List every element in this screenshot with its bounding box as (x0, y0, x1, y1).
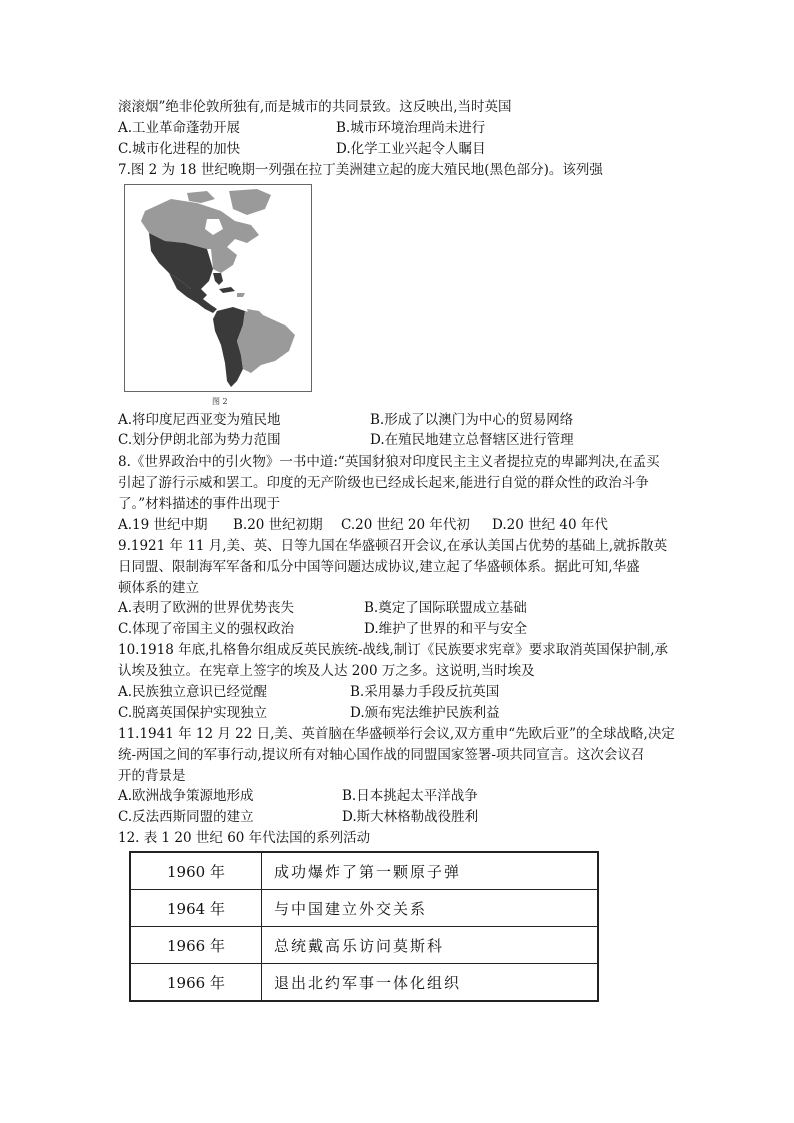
map-guianas (247, 309, 263, 315)
table-event-cell: 成功爆炸了第一颗原子弹 (262, 852, 599, 890)
q7-option-d[interactable]: D.在殖民地建立总督辖区进行管理 (370, 432, 574, 448)
table-year-cell: 1966 年 (130, 927, 262, 964)
map-colony-caribbean-1 (219, 287, 235, 293)
q7-stem: 7.图 2 为 18 世纪晚期一列强在拉丁美洲建立起的庞大殖民地(黑色部分)。该列强 (118, 162, 603, 178)
q10-option-d[interactable]: D.颁布宪法维护民族利益 (350, 705, 500, 721)
q11-stem-line-2: 统-两国之间的军事行动,提议所有对轴心国作战的同盟国家签署-项共同宣言。这次会议召 (118, 747, 645, 763)
table-row (130, 852, 598, 890)
q10-stem-line-2: 认埃及独立。在宪章上签字的埃及人达 200 万之多。这说明,当时埃及 (118, 663, 535, 679)
france-1960s-table (129, 851, 599, 1002)
map-colony-florida (213, 273, 223, 285)
q10-stem-line-1: 10.1918 年底,扎格鲁尔组成反英民族统-战线,制订《民族要求宪章》要求取消英国保护制,承 (118, 642, 669, 658)
q9-option-d[interactable]: D.维护了世界的和平与安全 (364, 621, 528, 637)
q9-stem-line-1: 9.1921 年 11 月,美、英、日等九国在华盛顿召开会议,在承认美国占优势的基础上,就拆散英 (118, 538, 668, 554)
q6-option-a[interactable]: A.工业革命蓬勃开展 (118, 120, 241, 136)
q8-option-b[interactable]: B.20 世纪初期 (233, 517, 323, 533)
q11-stem-line-1: 11.1941 年 12 月 22 日,美、英首脑在华盛顿举行会议,双方重申“先欧后亚”的全球战略,决定 (118, 726, 675, 742)
table-event-cell: 总统戴高乐访问莫斯科 (262, 927, 599, 964)
q9-option-c[interactable]: C.体现了帝国主义的强权政治 (118, 621, 295, 637)
map-brazil (237, 311, 295, 373)
q11-option-b[interactable]: B.日本挑起太平洋战争 (342, 788, 478, 804)
q8-option-c[interactable]: C.20 世纪 20 年代初 (341, 517, 470, 533)
map-caribbean-2 (237, 293, 245, 297)
q7-option-b[interactable]: B.形成了以澳门为中心的贸易网络 (370, 412, 574, 428)
q10-option-c[interactable]: C.脱离英国保护实现独立 (118, 705, 268, 721)
q11-option-c[interactable]: C.反法西斯同盟的建立 (118, 809, 254, 825)
q8-stem-line-2: 引起了游行示威和罢工。印度的无产阶级也已经成长起来,能进行自觉的群众性的政治斗争 (118, 475, 649, 491)
table-row (130, 964, 598, 1002)
map-east-coast (211, 247, 237, 273)
table-event-cell: 与中国建立外交关系 (262, 890, 599, 927)
q9-stem-line-2: 日同盟、限制海军军备和瓜分中国等问题达成协议,建立起了华盛顿体系。据此可知,华盛 (118, 559, 640, 575)
q6-option-d[interactable]: D.化学工业兴起令人瞩目 (336, 141, 486, 157)
q11-option-d[interactable]: D.斯大林格勒战役胜利 (342, 809, 479, 825)
q7-option-c[interactable]: C.划分伊朗北部为势力范围 (118, 432, 281, 448)
q10-option-b[interactable]: B.采用暴力手段反抗英国 (350, 684, 500, 700)
table-event-cell: 退出北约军事一体化组织 (262, 964, 599, 1002)
q6-option-b[interactable]: B.城市环境治理尚未进行 (336, 120, 486, 136)
table-year-cell: 1960 年 (130, 852, 262, 890)
q11-stem-line-3: 开的背景是 (118, 768, 186, 784)
q7-option-a[interactable]: A.将印度尼西亚变为殖民地 (118, 412, 281, 428)
q8-option-d[interactable]: D.20 世纪 40 年代 (492, 517, 608, 533)
q9-stem-line-3: 顿体系的建立 (118, 580, 199, 596)
q9-option-a[interactable]: A.表明了欧洲的世界优势丧失 (118, 600, 295, 616)
table-year-cell: 1966 年 (130, 964, 262, 1002)
q10-option-a[interactable]: A.民族独立意识已经觉醒 (118, 684, 268, 700)
table-row (130, 890, 598, 927)
q8-option-a[interactable]: A.19 世纪中期 (118, 517, 208, 533)
map-svg (125, 185, 311, 391)
map-caption: 图 2 (212, 397, 228, 406)
q8-stem-line-3: 了。”材料描述的事件出现于 (118, 496, 281, 512)
q6-stem-continuation: 滚滚烟”绝非伦敦所独有,而是城市的共同景致。这反映出,当时英国 (118, 99, 512, 115)
q12-stem: 12. 表 1 20 世纪 60 年代法国的系列活动 (118, 830, 371, 846)
table-row (130, 927, 598, 964)
q11-option-a[interactable]: A.欧洲战争策源地形成 (118, 788, 254, 804)
map-greenland (229, 189, 271, 215)
americas-colony-map (124, 184, 312, 392)
q9-option-b[interactable]: B.奠定了国际联盟成立基础 (364, 600, 527, 616)
table-year-cell: 1964 年 (130, 890, 262, 927)
q6-option-c[interactable]: C.城市化进程的加快 (118, 141, 241, 157)
map-arctic-islands (187, 191, 215, 203)
q8-stem-line-1: 8.《世界政治中的引火物》一书中道:“英国豺狼对印度民主主义者提拉克的卑鄙判决,在孟买 (118, 454, 660, 470)
